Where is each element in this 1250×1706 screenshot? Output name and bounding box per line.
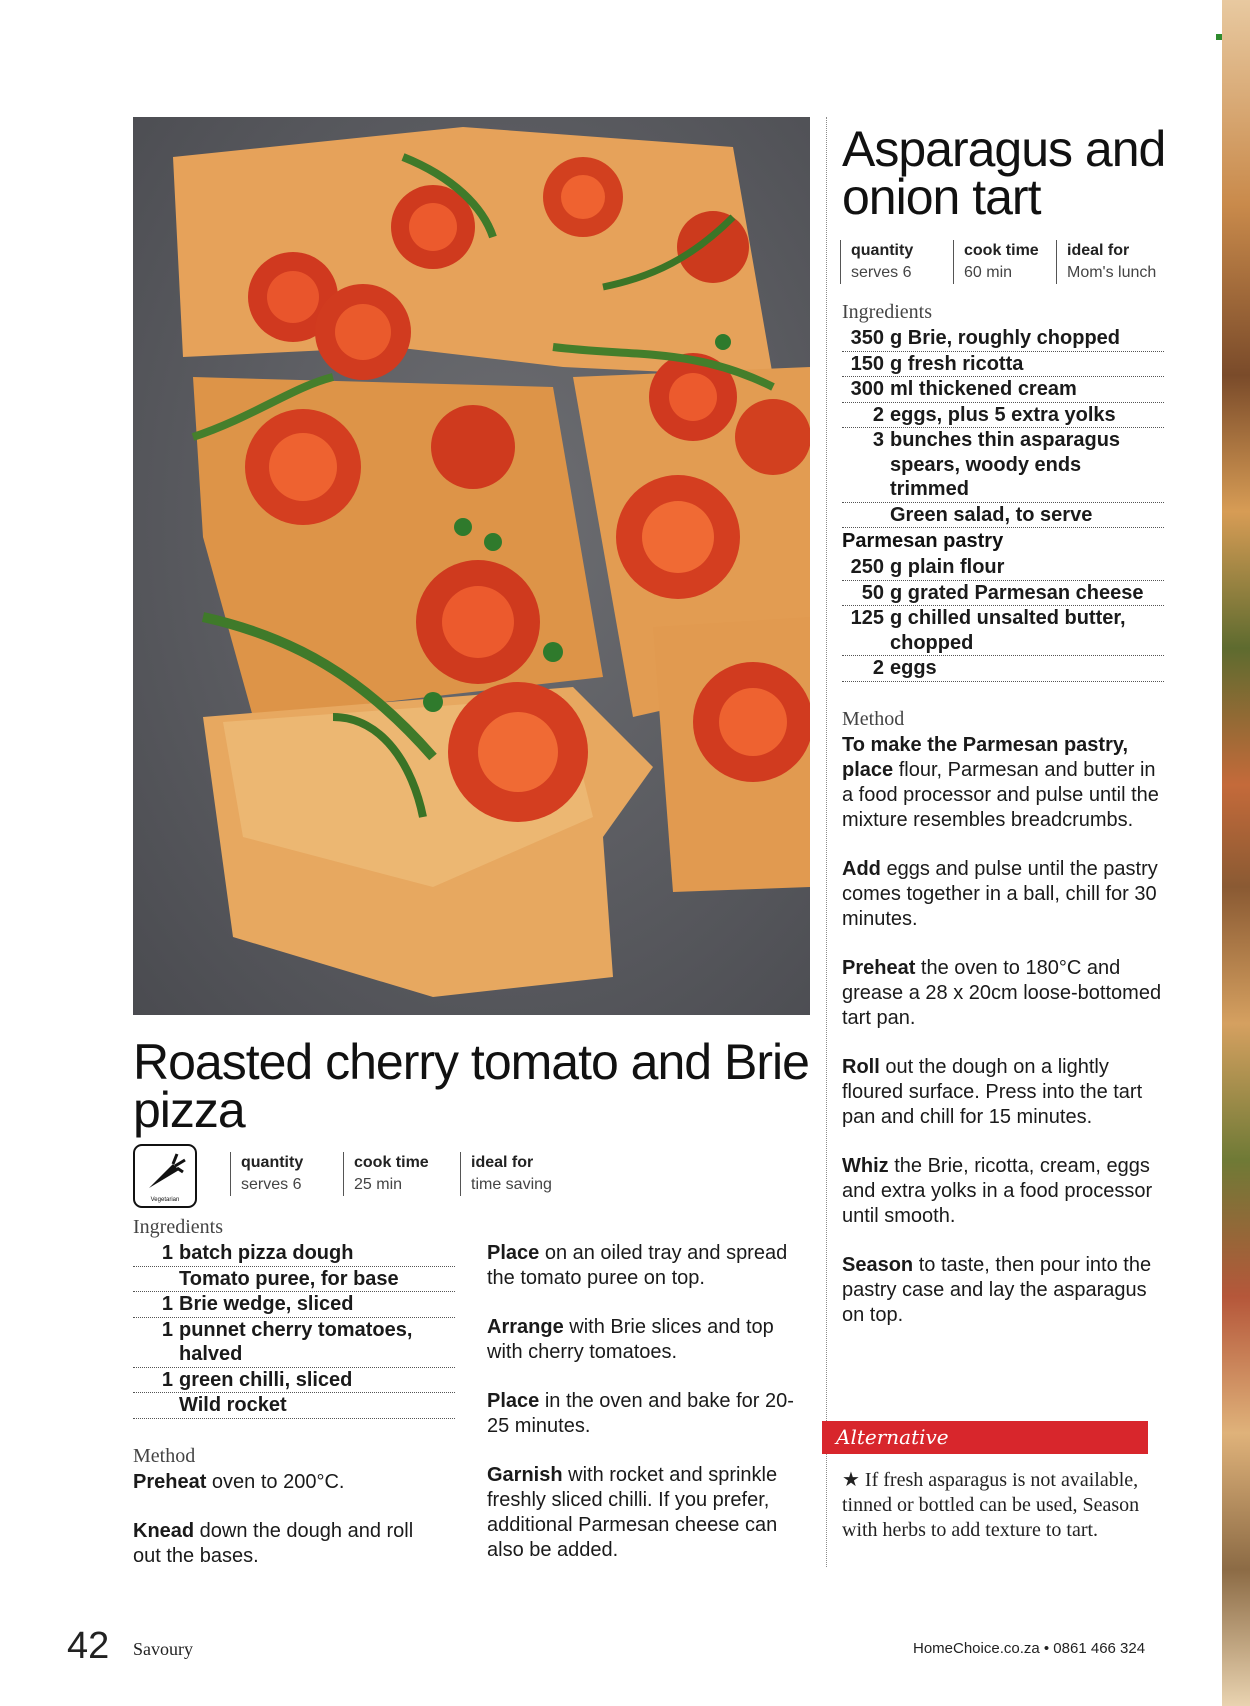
right-edge-photo-strip xyxy=(1222,0,1250,1706)
method-step xyxy=(842,956,1162,1031)
ingredient-qty: 300 xyxy=(850,378,884,400)
method-step xyxy=(842,1253,1162,1328)
method-step-lead: Arrange xyxy=(487,1316,564,1338)
meta-label: cook time xyxy=(964,242,1039,259)
alternative-text: ★ If fresh asparagus is not available, tinned or bottled can be used, Season with herbs to add texture to tart. xyxy=(842,1469,1140,1541)
alternative-label: Alternative xyxy=(836,1425,949,1449)
page-number: 42 xyxy=(67,1625,110,1667)
tart-ingredients-label: Ingredients xyxy=(842,301,932,323)
method-step-lead: Roll xyxy=(842,1056,880,1078)
meta-value: Mom's lunch xyxy=(1067,264,1157,281)
column-divider xyxy=(826,117,827,1567)
method-step-lead: Season xyxy=(842,1254,914,1276)
method-step-text: down the dough and roll out the bases. xyxy=(133,1520,414,1567)
pizza-meta xyxy=(230,1152,591,1196)
method-step-lead: To make the Parmesan pastry, place xyxy=(842,734,1129,781)
carrot-icon xyxy=(143,1150,187,1192)
tart-title: Asparagus and onion tart xyxy=(842,121,1166,225)
method-step-text: to taste, then pour into the pastry case and lay the asparagus on top. xyxy=(842,1254,1152,1326)
method-step-lead: Garnish xyxy=(487,1464,563,1486)
pizza-illustration xyxy=(133,117,810,1015)
ingredient-text: g plain flour xyxy=(890,556,1005,578)
ingredient-text: g Brie, roughly chopped xyxy=(890,327,1121,349)
section-name: Savoury xyxy=(133,1639,193,1659)
ingredient-qty: 350 xyxy=(850,327,884,349)
pizza-meta-quantity xyxy=(230,1152,343,1196)
ingredient-text: Tomato puree, for base xyxy=(179,1267,399,1290)
method-step-lead: Preheat xyxy=(133,1471,207,1493)
meta-value: 60 min xyxy=(964,264,1013,281)
method-step-lead: Whiz xyxy=(842,1155,889,1177)
pizza-photo xyxy=(133,117,810,1015)
ingredient-item xyxy=(842,606,1164,656)
meta-value: time saving xyxy=(471,1176,552,1193)
ingredient-qty xyxy=(133,1393,179,1418)
ingredient-qty: 125 xyxy=(850,607,884,629)
ingredient-qty: 250 xyxy=(850,556,884,578)
ingredient-text: g grated Parmesan cheese xyxy=(890,581,1144,604)
ingredient-item xyxy=(133,1241,455,1267)
tart-meta-ideal-for xyxy=(1056,240,1187,284)
ingredient-item xyxy=(842,656,1164,682)
tart-meta-quantity xyxy=(840,240,953,284)
ingredient-qty: 1 xyxy=(161,1293,173,1315)
ingredient-text: punnet cherry tomatoes, halved xyxy=(179,1318,413,1365)
ingredient-item xyxy=(133,1393,455,1419)
ingredient-item xyxy=(842,377,1164,403)
tart-method-label: Method xyxy=(842,708,905,730)
method-step-text: on an oiled tray and spread the tomato puree on top. xyxy=(487,1242,788,1289)
ingredient-text: batch pizza dough xyxy=(179,1242,354,1264)
ingredient-text: bunches thin asparagus spears, woody ends trimmed xyxy=(890,429,1121,500)
ingredient-item xyxy=(842,555,1164,581)
footer-contact: HomeChoice.co.za • 0861 466 324 xyxy=(913,1640,1146,1657)
pastry-ingredient-list xyxy=(842,555,1164,682)
ingredient-item xyxy=(133,1267,455,1293)
meta-value: 25 min xyxy=(354,1176,403,1193)
ingredient-item xyxy=(133,1292,455,1318)
pizza-ingredient-list xyxy=(133,1241,455,1419)
method-step-text: the oven to 180°C and grease a 28 x 20cm loose-bottomed tart pan. xyxy=(842,957,1162,1029)
pizza-method-right xyxy=(487,1241,807,1587)
method-step xyxy=(487,1463,807,1563)
method-step-lead: Add xyxy=(842,858,881,880)
ingredient-text: ml thickened cream xyxy=(890,378,1077,400)
ingredient-item xyxy=(133,1318,455,1368)
vegetarian-label: Vegetarian xyxy=(150,1197,180,1203)
ingredient-qty: 2 xyxy=(872,403,884,426)
method-step-text: the Brie, ricotta, cream, eggs and extra yolks in a food processor until smooth. xyxy=(842,1155,1153,1227)
ingredient-item xyxy=(842,326,1164,352)
method-step-text: with Brie slices and top with cherry tomatoes. xyxy=(487,1316,774,1363)
tart-meta xyxy=(840,240,1187,284)
ingredient-qty: 1 xyxy=(161,1242,173,1264)
method-step-text: with rocket and sprinkle freshly sliced chilli. If you prefer, additional Parmesan cheese can also be added. xyxy=(487,1464,778,1561)
method-step-lead: Preheat xyxy=(842,957,916,979)
meta-label: cook time xyxy=(354,1154,429,1171)
ingredient-text: Green salad, to serve xyxy=(890,503,1093,526)
ingredient-text: green chilli, sliced xyxy=(179,1368,353,1391)
ingredient-text: g fresh ricotta xyxy=(890,352,1024,375)
method-step xyxy=(133,1470,443,1495)
ingredient-qty: 1 xyxy=(161,1318,173,1341)
pizza-method-left xyxy=(133,1470,443,1593)
ingredient-text: eggs, plus 5 extra yolks xyxy=(890,403,1116,426)
meta-label: quantity xyxy=(851,242,914,259)
ingredient-qty: 50 xyxy=(861,581,884,604)
ingredient-text: Brie wedge, sliced xyxy=(179,1293,354,1315)
ingredient-text: eggs xyxy=(890,657,937,679)
pizza-method-label: Method xyxy=(133,1445,196,1467)
ingredient-qty: 150 xyxy=(850,352,884,375)
ingredient-qty xyxy=(842,503,890,528)
alternative-banner xyxy=(822,1421,1148,1454)
pizza-meta-ideal-for xyxy=(460,1152,591,1196)
ingredient-item xyxy=(842,403,1164,429)
meta-value: serves 6 xyxy=(851,264,912,281)
ingredient-qty: 3 xyxy=(872,429,884,451)
ingredient-item xyxy=(842,352,1164,378)
ingredient-qty: 1 xyxy=(161,1368,173,1391)
ingredient-item xyxy=(842,503,1164,529)
method-step xyxy=(842,857,1162,932)
method-step-text: in the oven and bake for 20-25 minutes. xyxy=(487,1390,794,1437)
meta-label: ideal for xyxy=(471,1154,534,1171)
meta-label: quantity xyxy=(241,1154,304,1171)
pizza-ingredients-label: Ingredients xyxy=(133,1216,223,1238)
method-step xyxy=(842,733,1162,833)
corner-color-mark xyxy=(1216,34,1222,40)
tart-ingredient-list xyxy=(842,326,1164,528)
method-step xyxy=(487,1315,807,1365)
vegetarian-badge xyxy=(133,1144,197,1208)
ingredient-text: Wild rocket xyxy=(179,1394,287,1416)
pizza-meta-cook-time xyxy=(343,1152,460,1196)
tart-method xyxy=(842,733,1162,1352)
ingredient-qty xyxy=(133,1267,179,1292)
ingredient-item xyxy=(133,1368,455,1394)
method-step xyxy=(487,1389,807,1439)
ingredient-text: g chilled unsalted butter, chopped xyxy=(890,607,1126,654)
method-step-text: flour, Parmesan and butter in a food processor and pulse until the mixture resembles breadcrumbs. xyxy=(842,759,1159,831)
pizza-title: Roasted cherry tomato and Brie pizza xyxy=(133,1034,809,1138)
ingredient-qty: 2 xyxy=(872,657,884,679)
tart-meta-cook-time xyxy=(953,240,1056,284)
method-step-text: eggs and pulse until the pastry comes together in a ball, chill for 30 minutes. xyxy=(842,858,1158,930)
method-step-lead: Place xyxy=(487,1242,540,1264)
method-step xyxy=(487,1241,807,1291)
method-step-text: oven to 200°C. xyxy=(206,1471,345,1493)
ingredient-item xyxy=(842,428,1164,503)
method-step xyxy=(842,1055,1162,1130)
method-step-lead: Place xyxy=(487,1390,540,1412)
meta-label: ideal for xyxy=(1067,242,1130,259)
method-step xyxy=(133,1519,443,1569)
pastry-label: Parmesan pastry xyxy=(842,530,1004,552)
meta-value: serves 6 xyxy=(241,1176,302,1193)
method-step xyxy=(842,1154,1162,1229)
method-step-lead: Knead xyxy=(133,1520,195,1542)
method-step-text: out the dough on a lightly floured surface. Press into the tart pan and chill for 15 minutes. xyxy=(842,1056,1143,1128)
ingredient-item xyxy=(842,581,1164,607)
